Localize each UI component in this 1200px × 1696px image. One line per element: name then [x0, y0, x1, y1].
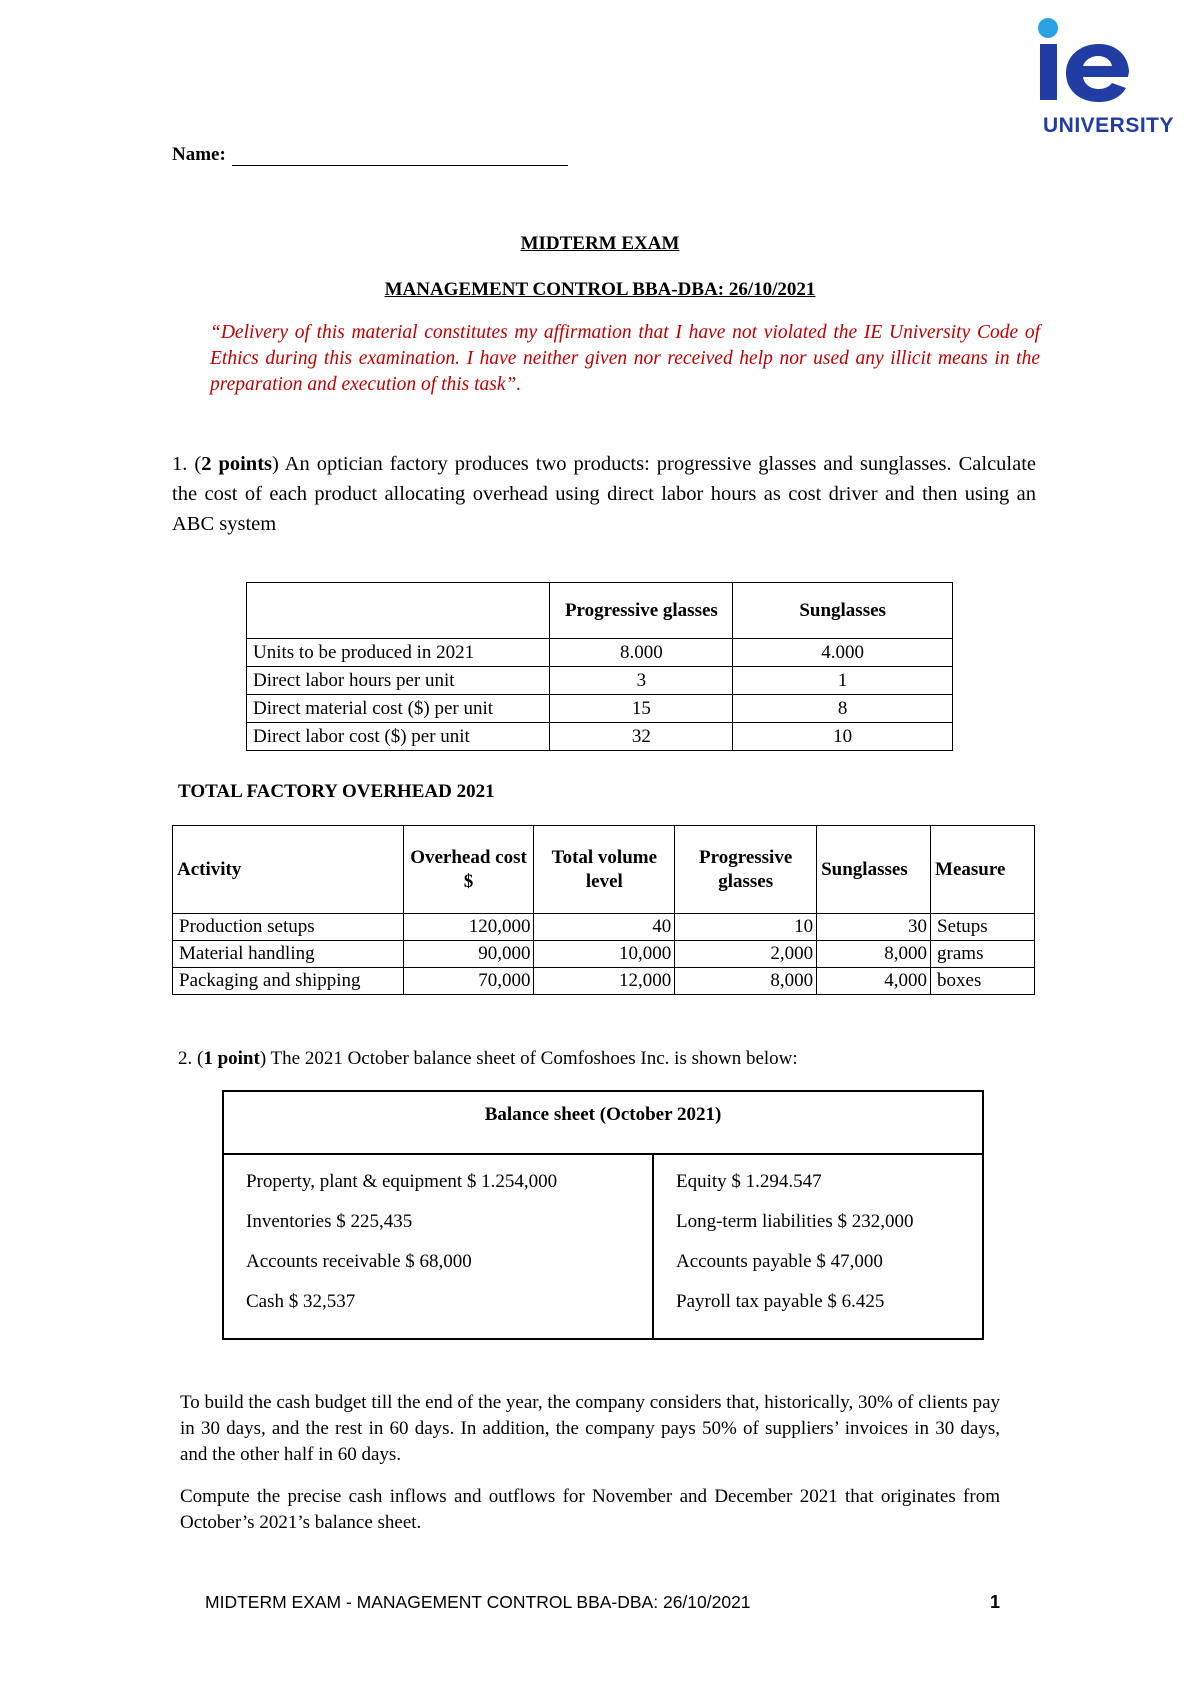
table-row: [247, 667, 953, 695]
liability-line: Accounts payable $ 47,000: [676, 1251, 883, 1272]
logo-dot: [1038, 18, 1058, 38]
table-cell: grams: [931, 941, 1035, 968]
page-number: 1: [990, 1592, 1001, 1612]
table-cell: 8.000: [550, 639, 733, 667]
table-cell: 10: [733, 723, 953, 751]
header-cell: Overhead cost $: [403, 826, 534, 914]
question-1-points: 2 points: [201, 453, 272, 475]
logo-letter-i: [1040, 44, 1057, 100]
header-cell: Activity: [173, 826, 404, 914]
table-header-row: [247, 583, 953, 639]
exam-subtitle: MANAGEMENT CONTROL BBA-DBA: 26/10/2021: [384, 279, 816, 300]
logo-letter-e: [1066, 44, 1129, 102]
exam-title: MIDTERM EXAM: [520, 233, 680, 254]
table-row: [173, 941, 1035, 968]
name-field[interactable]: [172, 144, 568, 166]
table-cell: 15: [550, 695, 733, 723]
row-label: Direct material cost ($) per unit: [247, 695, 550, 723]
balance-sheet: [222, 1090, 984, 1340]
table-cell: 4.000: [733, 639, 953, 667]
table-cell: 90,000: [403, 941, 534, 968]
row-label: Direct labor hours per unit: [247, 667, 550, 695]
asset-line: Accounts receivable $ 68,000: [246, 1251, 472, 1272]
question-1-text: ) An optician factory produces two products: progressive glasses and sunglasses. Calculate the cost of each product allocating overhead using direct labor hours as cost driver and then using an ABC system: [172, 453, 1037, 535]
table-cell: 70,000: [403, 968, 534, 995]
table-cell: 10: [675, 914, 817, 941]
asset-line: Cash $ 32,537: [246, 1291, 356, 1312]
header-cell: Sunglasses: [817, 826, 931, 914]
table-cell: 32: [550, 723, 733, 751]
header-cell: Progressive glasses: [675, 826, 817, 914]
liability-line: Long-term liabilities $ 232,000: [676, 1211, 914, 1232]
table-cell: 120,000: [403, 914, 534, 941]
table-cell: 2,000: [675, 941, 817, 968]
table-cell: 8,000: [817, 941, 931, 968]
table-row: [247, 639, 953, 667]
table-row: [173, 914, 1035, 941]
header-cell: Total volume level: [534, 826, 675, 914]
overhead-title: TOTAL FACTORY OVERHEAD 2021: [178, 781, 495, 802]
logo-text: UNIVERSITY: [1043, 114, 1175, 137]
table-row: [247, 695, 953, 723]
table-header-row: [173, 826, 1035, 914]
header-cell: Progressive glasses: [550, 583, 733, 639]
question-2-text: ) The 2021 October balance sheet of Comfoshoes Inc. is shown below:: [259, 1048, 798, 1069]
question-2-points: 1 point: [203, 1048, 260, 1069]
row-label: Direct labor cost ($) per unit: [247, 723, 550, 751]
asset-line: Inventories $ 225,435: [246, 1211, 413, 1232]
name-label: Name:: [172, 144, 226, 165]
asset-line: Property, plant & equipment $ 1.254,000: [246, 1171, 558, 1192]
page-footer: MIDTERM EXAM - MANAGEMENT CONTROL BBA-DBA: 26/10/2021: [205, 1592, 751, 1612]
header-cell: Sunglasses: [733, 583, 953, 639]
table-row: [173, 968, 1035, 995]
row-label: Units to be produced in 2021: [247, 639, 550, 667]
table-cell: 40: [534, 914, 675, 941]
liability-line: Payroll tax payable $ 6.425: [676, 1291, 885, 1312]
row-label: Packaging and shipping: [173, 968, 404, 995]
table-cell: 4,000: [817, 968, 931, 995]
name-blank-line[interactable]: [232, 147, 568, 166]
table-row: [247, 723, 953, 751]
liability-line: Equity $ 1.294.547: [676, 1171, 822, 1192]
overhead-table: [172, 825, 1035, 995]
table-cell: 12,000: [534, 968, 675, 995]
table-cell: 8: [733, 695, 953, 723]
row-label: Material handling: [173, 941, 404, 968]
table-cell: 1: [733, 667, 953, 695]
header-cell: [247, 583, 550, 639]
balance-sheet-title: Balance sheet (October 2021): [224, 1092, 982, 1155]
table-cell: Setups: [931, 914, 1035, 941]
question-1-number: 1. (: [172, 453, 202, 475]
product-table: [246, 582, 953, 751]
cash-budget-paragraph: To build the cash budget till the end of the year, the company considers that, historically, 30% of clients pay in 30 days, and the rest in 60 days. In addition, the company pays 50% of suppliers’ invoices in 30 days, and the other half in 60 days.: [180, 1392, 1000, 1465]
question-1: [172, 449, 1036, 539]
question-2-number: 2. (: [178, 1048, 204, 1069]
table-cell: 10,000: [534, 941, 675, 968]
balance-sheet-liabilities: [654, 1155, 984, 1338]
table-cell: boxes: [931, 968, 1035, 995]
table-cell: 30: [817, 914, 931, 941]
compute-instruction-paragraph: Compute the precise cash inflows and outflows for November and December 2021 that originates from October’s 2021’s balance sheet.: [180, 1486, 1000, 1533]
table-cell: 3: [550, 667, 733, 695]
question-2: [178, 1048, 798, 1070]
ethics-statement: “Delivery of this material constitutes my affirmation that I have not violated the IE University Code of Ethics during this examination. I have neither given nor received help nor used any illicit means in the preparation and execution of this task”.: [210, 322, 1040, 395]
row-label: Production setups: [173, 914, 404, 941]
header-cell: Measure: [931, 826, 1035, 914]
balance-sheet-assets: [224, 1155, 654, 1338]
table-cell: 8,000: [675, 968, 817, 995]
